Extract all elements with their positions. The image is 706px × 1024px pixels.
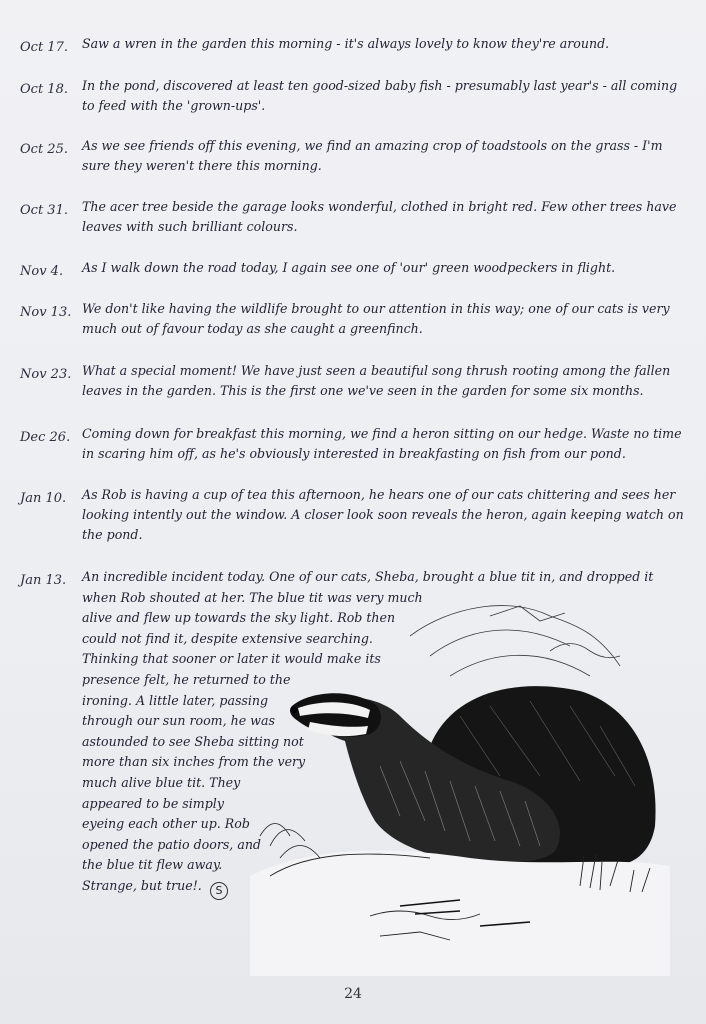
entry-date: Oct 25. [20, 142, 68, 157]
entry-line: Strange, but true!. [82, 877, 202, 893]
entry-line: An incredible incident today. One of our cats, Sheba, brought a blue tit in, and dropped it [82, 569, 654, 584]
entry-line: could not find it, despite extensive searching. [82, 630, 373, 646]
entry-line: leaves with such brilliant colours. [82, 219, 298, 234]
entry-text [82, 197, 677, 237]
entry-line: ironing. A little later, passing [82, 692, 269, 708]
entry-line: alive and flew up towards the sky light. Rob then [82, 610, 396, 626]
entry-line: presence felt, he returned to the [82, 671, 291, 687]
entry-date: Nov 23. [20, 367, 72, 382]
entry-line: astounded to see Sheba sitting not [82, 733, 304, 749]
entry-text [82, 361, 674, 401]
entry-text [82, 258, 674, 278]
entry-line: As I walk down the road today, I again see one of 'our' green woodpeckers in flight. [82, 260, 616, 275]
entry-date: Jan 13. [20, 573, 67, 588]
entry-text [82, 424, 682, 464]
entry-line: What a special moment! We have just seen a beautiful song thrush rooting among the fallen [82, 363, 671, 378]
entry-line: looking intently out the window. A closer look soon reveals the heron, again keeping watch on [82, 507, 684, 522]
entry-line: opened the patio doors, and [82, 836, 261, 852]
entry-date: Oct 18. [20, 82, 68, 97]
entry-line: through our sun room, he was [82, 713, 275, 729]
entry-line: the pond. [82, 527, 143, 542]
entry-date: Oct 31. [20, 203, 68, 218]
entry-line: appeared to be simply [82, 795, 224, 811]
entry-line: Thinking that sooner or later it would make its [82, 651, 381, 667]
entry-date: Oct 17. [20, 40, 68, 55]
footnote-mark: S [210, 882, 228, 900]
entry-line: more than six inches from the very [82, 754, 306, 770]
entry-line: The acer tree beside the garage looks wonderful, clothed in bright red. Few other trees have [82, 199, 677, 214]
entry-line: in scaring him off, as he's obviously interested in breakfasting on fish from our pond. [82, 446, 626, 461]
entry-date: Dec 26. [20, 430, 71, 445]
entry-line: to feed with the 'grown-ups'. [82, 98, 266, 113]
entry-line: Coming down for breakfast this morning, we find a heron sitting on our hedge. Waste no time [82, 426, 682, 441]
entry-line: In the pond, discovered at least ten good-sized baby fish - presumably last year's - all coming [82, 78, 678, 93]
entry-date: Jan 10. [20, 491, 67, 506]
entry-line: As we see friends off this evening, we find an amazing crop of toadstools on the grass - I'm [82, 138, 663, 153]
entry-line: Saw a wren in the garden this morning - it's always lovely to know they're around. [82, 36, 610, 51]
entry-line: sure they weren't there this morning. [82, 158, 322, 173]
entry-text [82, 299, 674, 339]
entry-line: much alive blue tit. They [82, 774, 241, 790]
entry-date: Nov 13. [20, 305, 72, 320]
entry-date: Nov 4. [20, 264, 64, 279]
entry-line: We don't like having the wildlife brought to our attention in this way; one of our cats is very [82, 301, 670, 316]
page-number: 24 [344, 986, 362, 1002]
badger-illustration [250, 596, 670, 976]
entry-line: As Rob is having a cup of tea this afternoon, he hears one of our cats chittering and sees her [82, 487, 676, 502]
entry-line: eyeing each other up. Rob [82, 816, 250, 832]
entry-line: much out of favour today as she caught a greenfinch. [82, 321, 423, 336]
entry-line: when Rob shouted at her. The blue tit was very much [82, 589, 423, 605]
entry-text [82, 136, 674, 176]
entry-text [82, 76, 678, 116]
entry-text [82, 34, 674, 54]
entry-line: leaves in the garden. This is the first one we've seen in the garden for some six months. [82, 383, 644, 398]
entry-text [82, 485, 684, 545]
entry-line: the blue tit flew away. [82, 857, 223, 873]
